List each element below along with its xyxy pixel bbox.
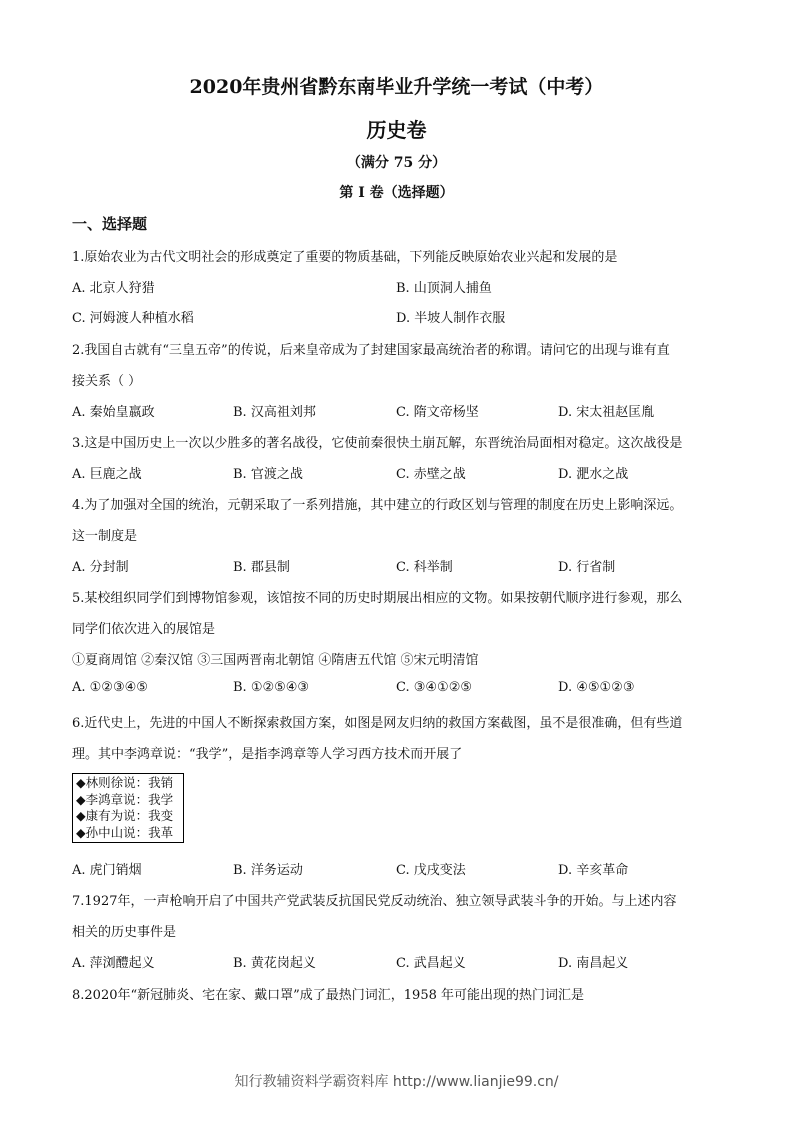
question-4-option-a: A. 分封制 bbox=[72, 560, 129, 575]
question-6-screenshot-box bbox=[72, 773, 184, 843]
question-6-option-b: B. 洋务运动 bbox=[233, 863, 303, 878]
exam-title: 2020年贵州省黔东南毕业升学统一考试（中考） bbox=[189, 76, 604, 98]
question-3-option-a: A. 巨鹿之战 bbox=[72, 467, 142, 482]
question-7-option-c: C. 武昌起义 bbox=[396, 956, 466, 971]
footer-watermark: 知行教辅资料学霸资料库 http://www.lianjie99.cn/ bbox=[234, 1074, 559, 1090]
question-3-option-c: C. 赤壁之战 bbox=[396, 467, 466, 482]
full-score: （满分 75 分） bbox=[346, 155, 447, 171]
question-8-stem: 8.2020年“新冠肺炎、宅在家、戴口罩”成了最热门词汇，1958 年可能出现的热门词汇是 bbox=[72, 988, 584, 1003]
quote-line: ◆孙中山说：我革 bbox=[76, 824, 174, 840]
question-5-option-a: A. ①②③④⑤ bbox=[72, 680, 148, 695]
question-7-stem-line-2: 相关的历史事件是 bbox=[72, 925, 177, 940]
question-2-option-b: B. 汉高祖刘邦 bbox=[233, 405, 316, 420]
question-3-stem: 3.这是中国历史上一次以少胜多的著名战役，它使前秦很快土崩瓦解，东晋统治局面相对稳定。这次战役是 bbox=[72, 436, 683, 451]
question-4-stem-line-1: 4.为了加强对全国的统治，元朝采取了一系列措施，其中建立的行政区划与管理的制度在历史上影响深远。 bbox=[72, 498, 683, 513]
question-4-stem-line-2: 这一制度是 bbox=[72, 529, 138, 544]
question-1-option-b: B. 山顶洞人捕鱼 bbox=[396, 281, 492, 296]
question-4-option-b: B. 郡县制 bbox=[233, 560, 290, 575]
subject-title: 历史卷 bbox=[366, 118, 427, 142]
question-1-option-a: A. 北京人狩猎 bbox=[72, 281, 155, 296]
question-5-option-b: B. ①②⑤④③ bbox=[233, 680, 310, 695]
section-title: 一、选择题 bbox=[72, 215, 148, 233]
question-7-option-a: A. 萍浏醴起义 bbox=[72, 956, 155, 971]
question-2-option-d: D. 宋太祖赵匡胤 bbox=[558, 405, 655, 420]
question-5-option-c: C. ③④①②⑤ bbox=[396, 680, 473, 695]
question-5-option-d: D. ④⑤①②③ bbox=[558, 680, 635, 695]
question-7-option-d: D. 南昌起义 bbox=[558, 956, 629, 971]
quote-line: ◆康有为说：我变 bbox=[76, 808, 174, 823]
question-2-option-c: C. 隋文帝杨坚 bbox=[396, 405, 479, 420]
question-3-option-d: D. 淝水之战 bbox=[558, 467, 629, 482]
question-1-option-c: C. 河姆渡人种植水稻 bbox=[72, 311, 194, 326]
question-7-stem-line-1: 7.1927年，一声枪响开启了中国共产党武装反抗国民党反动统治、独立领导武装斗争的开始。与上述内容 bbox=[72, 894, 677, 909]
question-5-stem-line-2: 同学们依次进入的展馆是 bbox=[72, 622, 216, 637]
quote-line: ◆李鸿章说：我学 bbox=[76, 791, 174, 807]
question-5-halls-list: ①夏商周馆 ②秦汉馆 ③三国两晋南北朝馆 ④隋唐五代馆 ⑤宋元明清馆 bbox=[72, 653, 479, 668]
question-2-stem-line-1: 2.我国自古就有“三皇五帝”的传说，后来皇帝成为了封建国家最高统治者的称谓。请问它的出现与谁有直 bbox=[72, 343, 670, 358]
question-3-option-b: B. 官渡之战 bbox=[233, 467, 303, 482]
question-6-stem-line-2: 理。其中李鸿章说：“我学”，是指李鸿章等人学习西方技术而开展了 bbox=[72, 747, 463, 762]
quote-line: ◆林则徐说：我销 bbox=[76, 775, 174, 790]
question-6-option-a: A. 虎门销烟 bbox=[72, 863, 142, 878]
question-5-stem-line-1: 5.某校组织同学们到博物馆参观，该馆按不同的历史时期展出相应的文物。如果按朝代顺序进行参观，那么 bbox=[72, 591, 683, 606]
question-1-stem: 1.原始农业为古代文明社会的形成奠定了重要的物质基础，下列能反映原始农业兴起和发展的是 bbox=[72, 250, 618, 265]
question-6-option-c: C. 戊戌变法 bbox=[396, 863, 466, 878]
question-2-stem-line-2: 接关系（ ） bbox=[72, 374, 142, 389]
question-2-option-a: A. 秦始皇嬴政 bbox=[72, 405, 155, 420]
question-1-option-d: D. 半坡人制作衣服 bbox=[396, 311, 506, 326]
part-title: 第 I 卷（选择题） bbox=[339, 185, 454, 201]
question-4-option-d: D. 行省制 bbox=[558, 560, 616, 575]
question-4-option-c: C. 科举制 bbox=[396, 560, 453, 575]
question-7-option-b: B. 黄花岗起义 bbox=[233, 956, 316, 971]
question-6-stem-line-1: 6.近代史上，先进的中国人不断探索救国方案，如图是网友归纳的救国方案截图，虽不是很准确，但有些道 bbox=[72, 716, 683, 731]
question-6-option-d: D. 辛亥革命 bbox=[558, 863, 629, 878]
